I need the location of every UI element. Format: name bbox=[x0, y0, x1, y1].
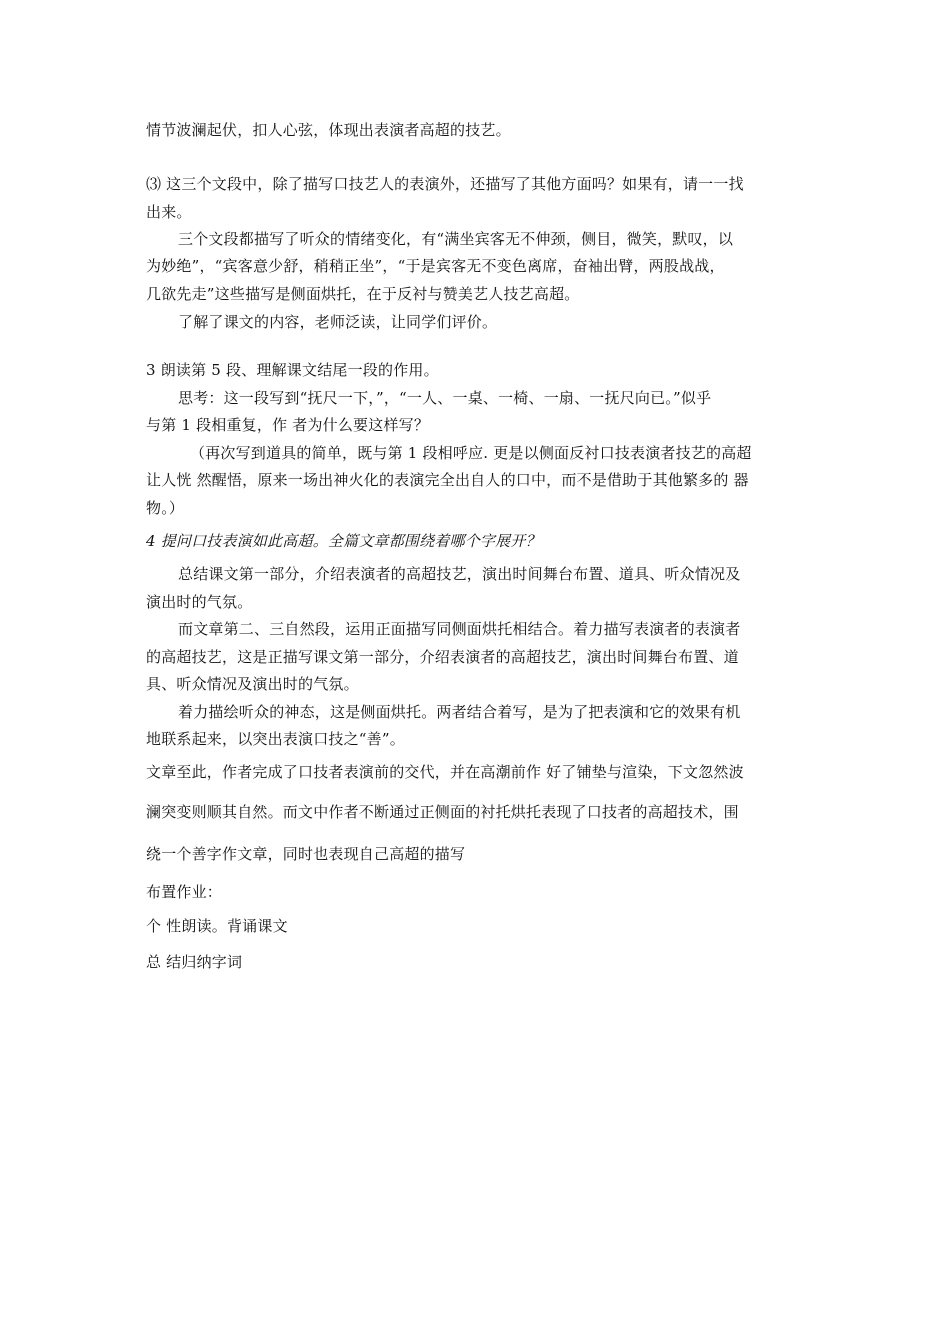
paragraph-line: 与第 1 段相重复，作 者为什么要这样写？ bbox=[146, 416, 430, 434]
paragraph-line: 演出时的气氛。 bbox=[146, 593, 253, 611]
paragraph-line: 三个文段都描写了听众的情绪变化，有“满坐宾客无不伸颈，侧目，微笑，默叹，以 bbox=[178, 230, 734, 248]
paragraph-line: 思考：这一段写到“抚尺一下，”，“一人、一桌、一椅、一扇、一抚尺向已。”似乎 bbox=[178, 389, 712, 407]
paragraph-line: （再次写到道具的简单，既与第 1 段相呼应. 更是以侧面反衬口技表演者技艺的高超 bbox=[190, 444, 752, 462]
paragraph-line: 具、听众情况及演出时的气氛。 bbox=[146, 675, 359, 693]
paragraph-line: 出来。 bbox=[146, 203, 192, 221]
paragraph-line: 的高超技艺，这是正描写课文第一部分，介绍表演者的高超技艺，演出时间舞台布置、道 bbox=[146, 648, 739, 666]
paragraph-line: 为妙绝”，“宾客意少舒，稍稍正坐”，“于是宾客无不变色离席，奋袖出臂，两股战战， bbox=[146, 257, 725, 275]
homework-item: 个 性朗读。背诵课文 bbox=[146, 917, 288, 935]
homework-heading: 布置作业： bbox=[146, 883, 223, 901]
paragraph-line: 了解了课文的内容，老师泛读，让同学们评价。 bbox=[178, 313, 498, 331]
paragraph-line: 情节波澜起伏，扣人心弦，体现出表演者高超的技艺。 bbox=[146, 121, 511, 139]
homework-item: 总 结归纳字词 bbox=[146, 953, 243, 971]
paragraph-line: 文章至此，作者完成了口技者表演前的交代，并在高潮前作 好了铺垫与渲染，下文忽然波 bbox=[146, 763, 744, 781]
paragraph-line: 几欲先走”这些描写是侧面烘托，在于反衬与赞美艺人技艺高超。 bbox=[146, 285, 580, 303]
paragraph-line: 着力描绘听众的神态，这是侧面烘托。两者结合着写，是为了把表演和它的效果有机 bbox=[178, 703, 741, 721]
section-3-heading: 3 朗读第 5 段、理解课文结尾一段的作用。 bbox=[146, 361, 439, 379]
section-4-heading: 4 提问口技表演如此高超。全篇文章都围绕着哪个字展开？ bbox=[146, 532, 541, 550]
paragraph-line: 绕一个善字作文章，同时也表现自己高超的描写 bbox=[146, 845, 466, 863]
question-3-line: ⑶ 这三个文段中，除了描写口技艺人的表演外，还描写了其他方面吗？如果有，请一一找 bbox=[146, 175, 744, 193]
paragraph-line: 总结课文第一部分，介绍表演者的高超技艺，演出时间舞台布置、道具、听众情况及 bbox=[178, 565, 741, 583]
paragraph-line: 物。） bbox=[146, 499, 185, 517]
paragraph-line: 地联系起来，以突出表演口技之“善”。 bbox=[146, 730, 405, 748]
paragraph-line: 让人恍 然醒悟，原来一场出神火化的表演完全出自人的口中，而不是借助于其他繁多的 器 bbox=[146, 471, 749, 489]
paragraph-line: 澜突变则顺其自然。而文中作者不断通过正侧面的衬托烘托表现了口技者的高超技术，围 bbox=[146, 803, 739, 821]
paragraph-line: 而文章第二、三自然段，运用正面描写同侧面烘托相结合。着力描写表演者的表演者 bbox=[178, 620, 741, 638]
